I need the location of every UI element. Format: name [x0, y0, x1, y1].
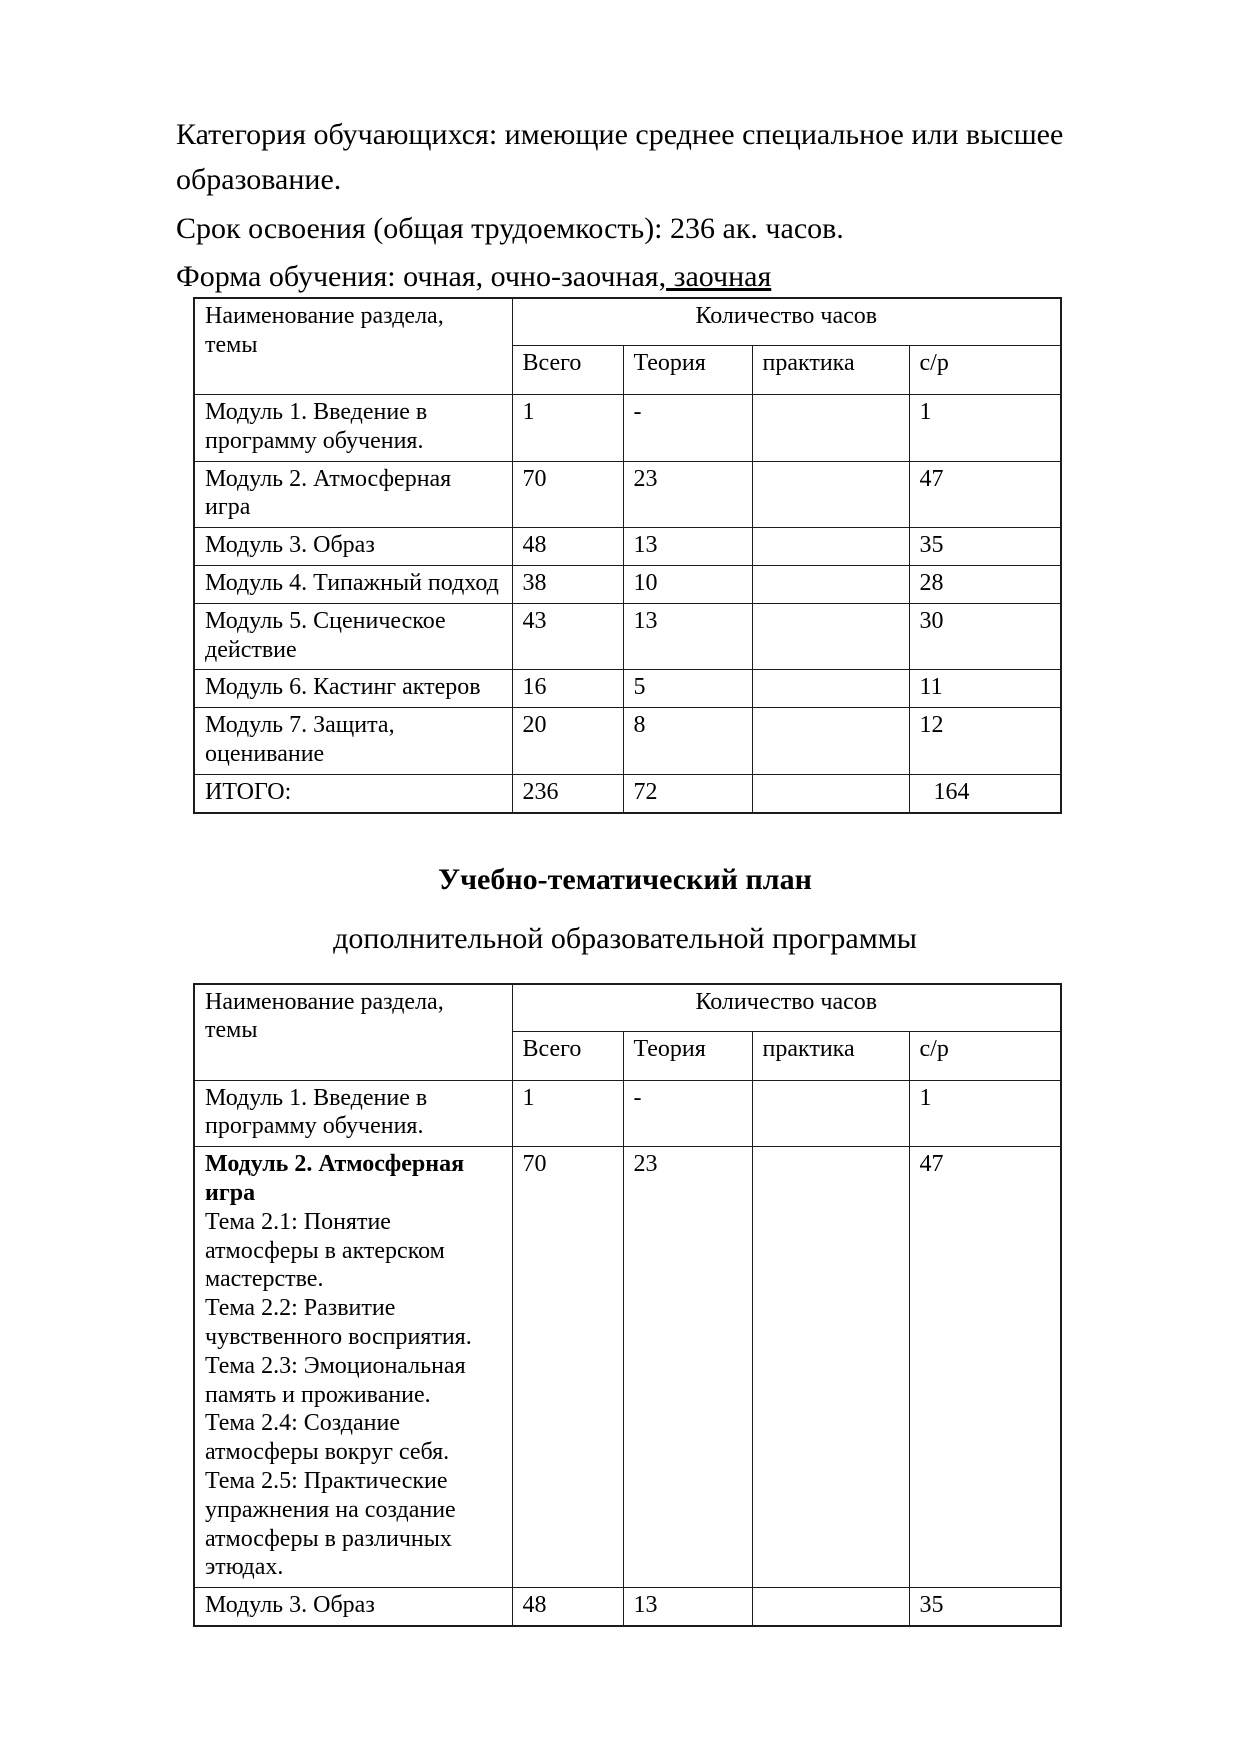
- practice-cell: [752, 1588, 909, 1626]
- self-cell: 28: [909, 565, 1061, 603]
- study-form-underlined: заочная: [666, 260, 772, 293]
- module-name-cell: Модуль 6. Кастинг актеров: [194, 670, 512, 708]
- self-cell: 47: [909, 1147, 1061, 1588]
- table-row: [194, 528, 1061, 566]
- table-row: [194, 708, 1061, 775]
- column-header-practice: практика: [752, 346, 909, 395]
- total-cell: 1: [512, 395, 623, 462]
- column-header-total: Всего: [512, 1031, 623, 1080]
- self-cell: 47: [909, 461, 1061, 528]
- topic-line: Тема 2.5: Практические упражнения на создание атмосферы в различных этюдах.: [205, 1467, 456, 1581]
- column-header-hours: Количество часов: [512, 984, 1061, 1032]
- practice-cell: [752, 395, 909, 462]
- self-cell: 12: [909, 708, 1061, 775]
- self-cell: 1: [909, 1080, 1061, 1147]
- table-row: [194, 603, 1061, 670]
- table-row: [194, 1147, 1061, 1588]
- theory-cell: 13: [623, 528, 752, 566]
- column-header-name: Наименование раздела, темы: [194, 298, 512, 395]
- total-cell: 43: [512, 603, 623, 670]
- theory-cell: 13: [623, 1588, 752, 1626]
- total-cell: 48: [512, 528, 623, 566]
- theory-cell: 8: [623, 708, 752, 775]
- topic-line: Тема 2.4: Создание атмосферы вокруг себя.: [205, 1410, 450, 1466]
- module-name-cell: Модуль 3. Образ: [194, 1588, 512, 1626]
- total-cell: 1: [512, 1080, 623, 1147]
- practice-cell: [752, 603, 909, 670]
- column-header-practice: практика: [752, 1031, 909, 1080]
- thematic-plan-title: Учебно-тематический план: [438, 862, 812, 896]
- table-row: [194, 565, 1061, 603]
- table-row: [194, 1588, 1061, 1626]
- module-name-cell: Модуль 1. Введение в программу обучения.: [194, 1080, 512, 1147]
- column-header-self: с/р: [909, 1031, 1061, 1080]
- theory-cell: 23: [623, 1147, 752, 1588]
- theory-cell: 10: [623, 565, 752, 603]
- self-cell: 35: [909, 528, 1061, 566]
- column-header-total: Всего: [512, 346, 623, 395]
- table-row: [194, 395, 1061, 462]
- column-header-hours: Количество часов: [512, 298, 1061, 346]
- category-paragraph: Категория обучающихся: имеющие среднее специальное или высшее образование.: [176, 118, 1064, 196]
- table-row: [194, 461, 1061, 528]
- module-name-cell: [194, 1147, 512, 1588]
- practice-cell: [752, 461, 909, 528]
- module-name-cell: Модуль 5. Сценическое действие: [194, 603, 512, 670]
- total-cell: 38: [512, 565, 623, 603]
- topic-line: Тема 2.2: Развитие чувственного восприятия.: [205, 1295, 472, 1350]
- module-name: Модуль 2. Атмосферная игра: [205, 1151, 465, 1206]
- total-cell: 20: [512, 708, 623, 775]
- topic-line: Тема 2.3: Эмоциональная память и проживание.: [205, 1352, 466, 1408]
- theory-cell: 5: [623, 670, 752, 708]
- theory-cell: 23: [623, 461, 752, 528]
- thematic-header-row: [194, 984, 1061, 1032]
- practice-cell: [752, 565, 909, 603]
- practice-cell: [752, 1080, 909, 1147]
- practice-cell: [752, 708, 909, 775]
- table-row: [194, 1080, 1061, 1147]
- totals-total-cell: 236: [512, 774, 623, 812]
- practice-cell: [752, 528, 909, 566]
- total-cell: 16: [512, 670, 623, 708]
- totals-row: [194, 774, 1061, 812]
- totals-theory-cell: 72: [623, 774, 752, 812]
- totals-practice-cell: [752, 774, 909, 812]
- self-cell: 11: [909, 670, 1061, 708]
- total-cell: 70: [512, 1147, 623, 1588]
- topic-line: Тема 2.1: Понятие атмосферы в актерском мастерстве.: [205, 1208, 445, 1293]
- study-form-paragraph: [176, 259, 1074, 295]
- totals-self-cell: 164: [909, 774, 1061, 812]
- theory-cell: 13: [623, 603, 752, 670]
- summary-table: [193, 297, 1062, 814]
- practice-cell: [752, 670, 909, 708]
- module-name-cell: Модуль 3. Образ: [194, 528, 512, 566]
- column-header-self: с/р: [909, 346, 1061, 395]
- module-name-cell: Модуль 1. Введение в программу обучения.: [194, 395, 512, 462]
- module-name-cell: Модуль 4. Типажный подход: [194, 565, 512, 603]
- thematic-table: [193, 983, 1062, 1627]
- self-cell: 35: [909, 1588, 1061, 1626]
- self-cell: 1: [909, 395, 1061, 462]
- study-form-prefix: Форма обучения: очная, очно-заочная,: [176, 260, 667, 293]
- summary-header-row: [194, 298, 1061, 346]
- thematic-plan-subtitle: дополнительной образовательной программы: [333, 921, 917, 955]
- module-name-cell: Модуль 2. Атмосферная игра: [194, 461, 512, 528]
- module-name-cell: Модуль 7. Защита, оценивание: [194, 708, 512, 775]
- duration-paragraph: Срок освоения (общая трудоемкость): 236 ак. часов.: [176, 212, 844, 245]
- table-row: [194, 670, 1061, 708]
- practice-cell: [752, 1147, 909, 1588]
- theory-cell: -: [623, 1080, 752, 1147]
- total-cell: 70: [512, 461, 623, 528]
- totals-label-cell: ИТОГО:: [194, 774, 512, 812]
- column-header-theory: Теория: [623, 346, 752, 395]
- column-header-theory: Теория: [623, 1031, 752, 1080]
- theory-cell: -: [623, 395, 752, 462]
- self-cell: 30: [909, 603, 1061, 670]
- total-cell: 48: [512, 1588, 623, 1626]
- column-header-name: Наименование раздела, темы: [194, 984, 512, 1081]
